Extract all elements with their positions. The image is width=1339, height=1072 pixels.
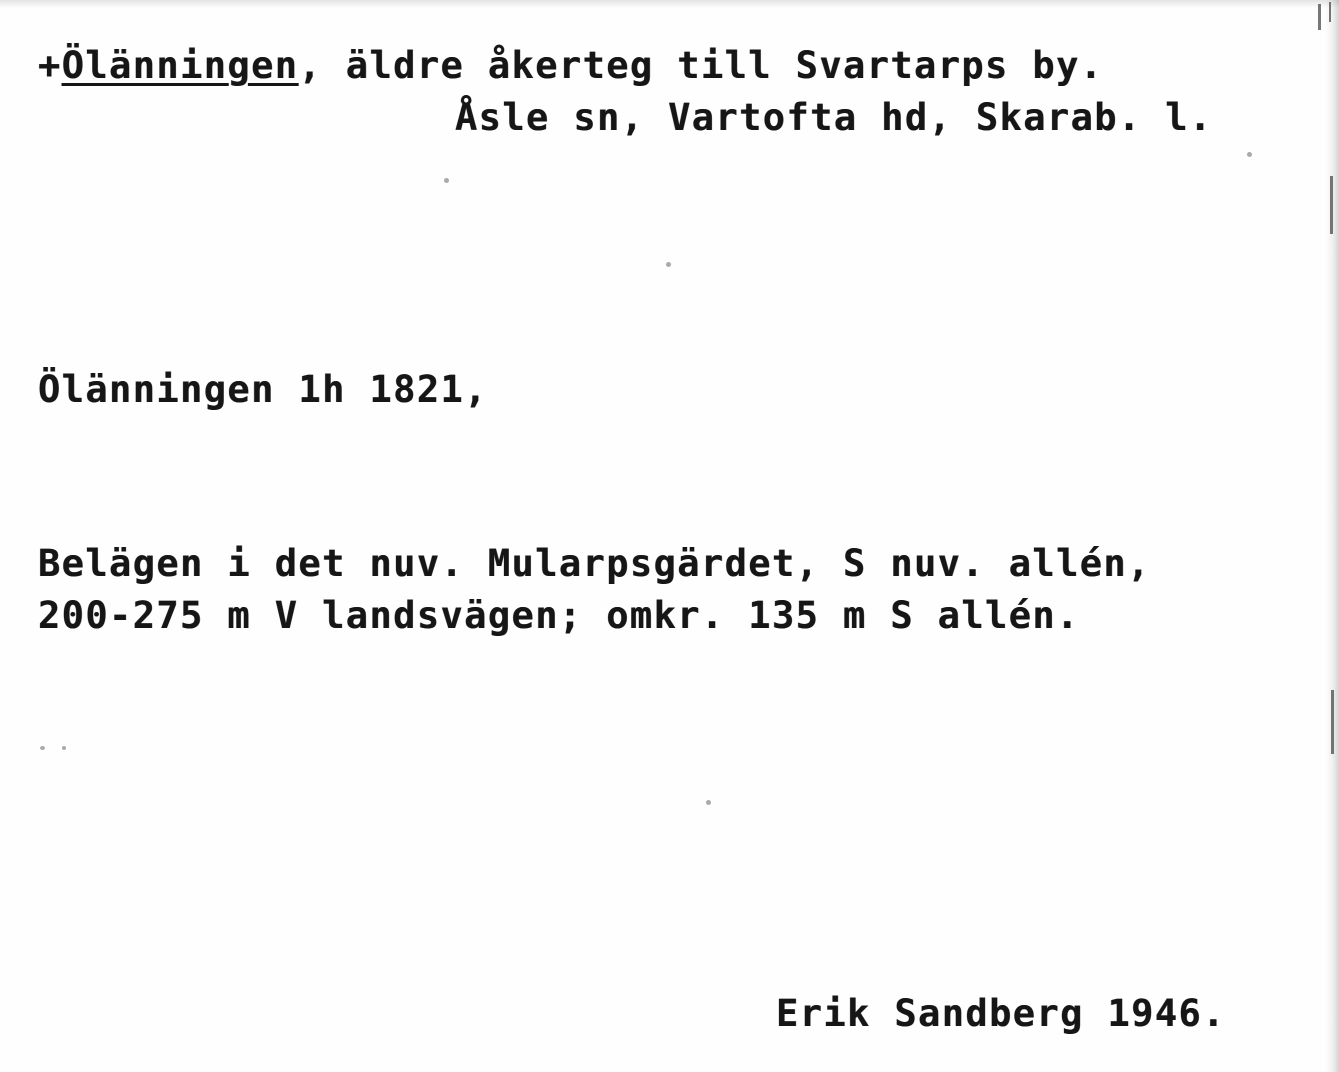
parish-district-county: Åsle sn, Vartofta hd, Skarab. l.: [455, 96, 1213, 139]
scan-edge-right: [1325, 0, 1339, 1072]
scan-speck: [706, 800, 711, 805]
scan-speck: [1247, 152, 1252, 157]
headword-gloss: , äldre åkerteg till Svartarps by.: [298, 44, 1104, 87]
scan-artifact-tick: [1329, 2, 1331, 22]
cross-reference-marker: +: [38, 44, 62, 87]
description-line-1: Belägen i det nuv. Mularpsgärdet, S nuv. allén,: [38, 542, 1151, 585]
description-line-2: 200-275 m V landsvägen; omkr. 135 m S allén.: [38, 594, 1080, 637]
scan-artifact-tick: [1331, 690, 1334, 754]
signature: Erik Sandberg 1946.: [776, 992, 1226, 1035]
scan-speck: [40, 746, 45, 750]
source-reference: Ölänningen 1h 1821,: [38, 368, 488, 411]
scan-edge-top: [0, 0, 1339, 8]
scan-artifact-tick: [1330, 176, 1333, 234]
scan-speck: [444, 178, 449, 183]
headword: Ölänningen: [61, 44, 299, 87]
scan-speck: [62, 746, 66, 750]
card-headword-line: [38, 44, 1103, 88]
scan-speck: [666, 262, 671, 267]
scan-artifact-tick: [1318, 4, 1321, 30]
